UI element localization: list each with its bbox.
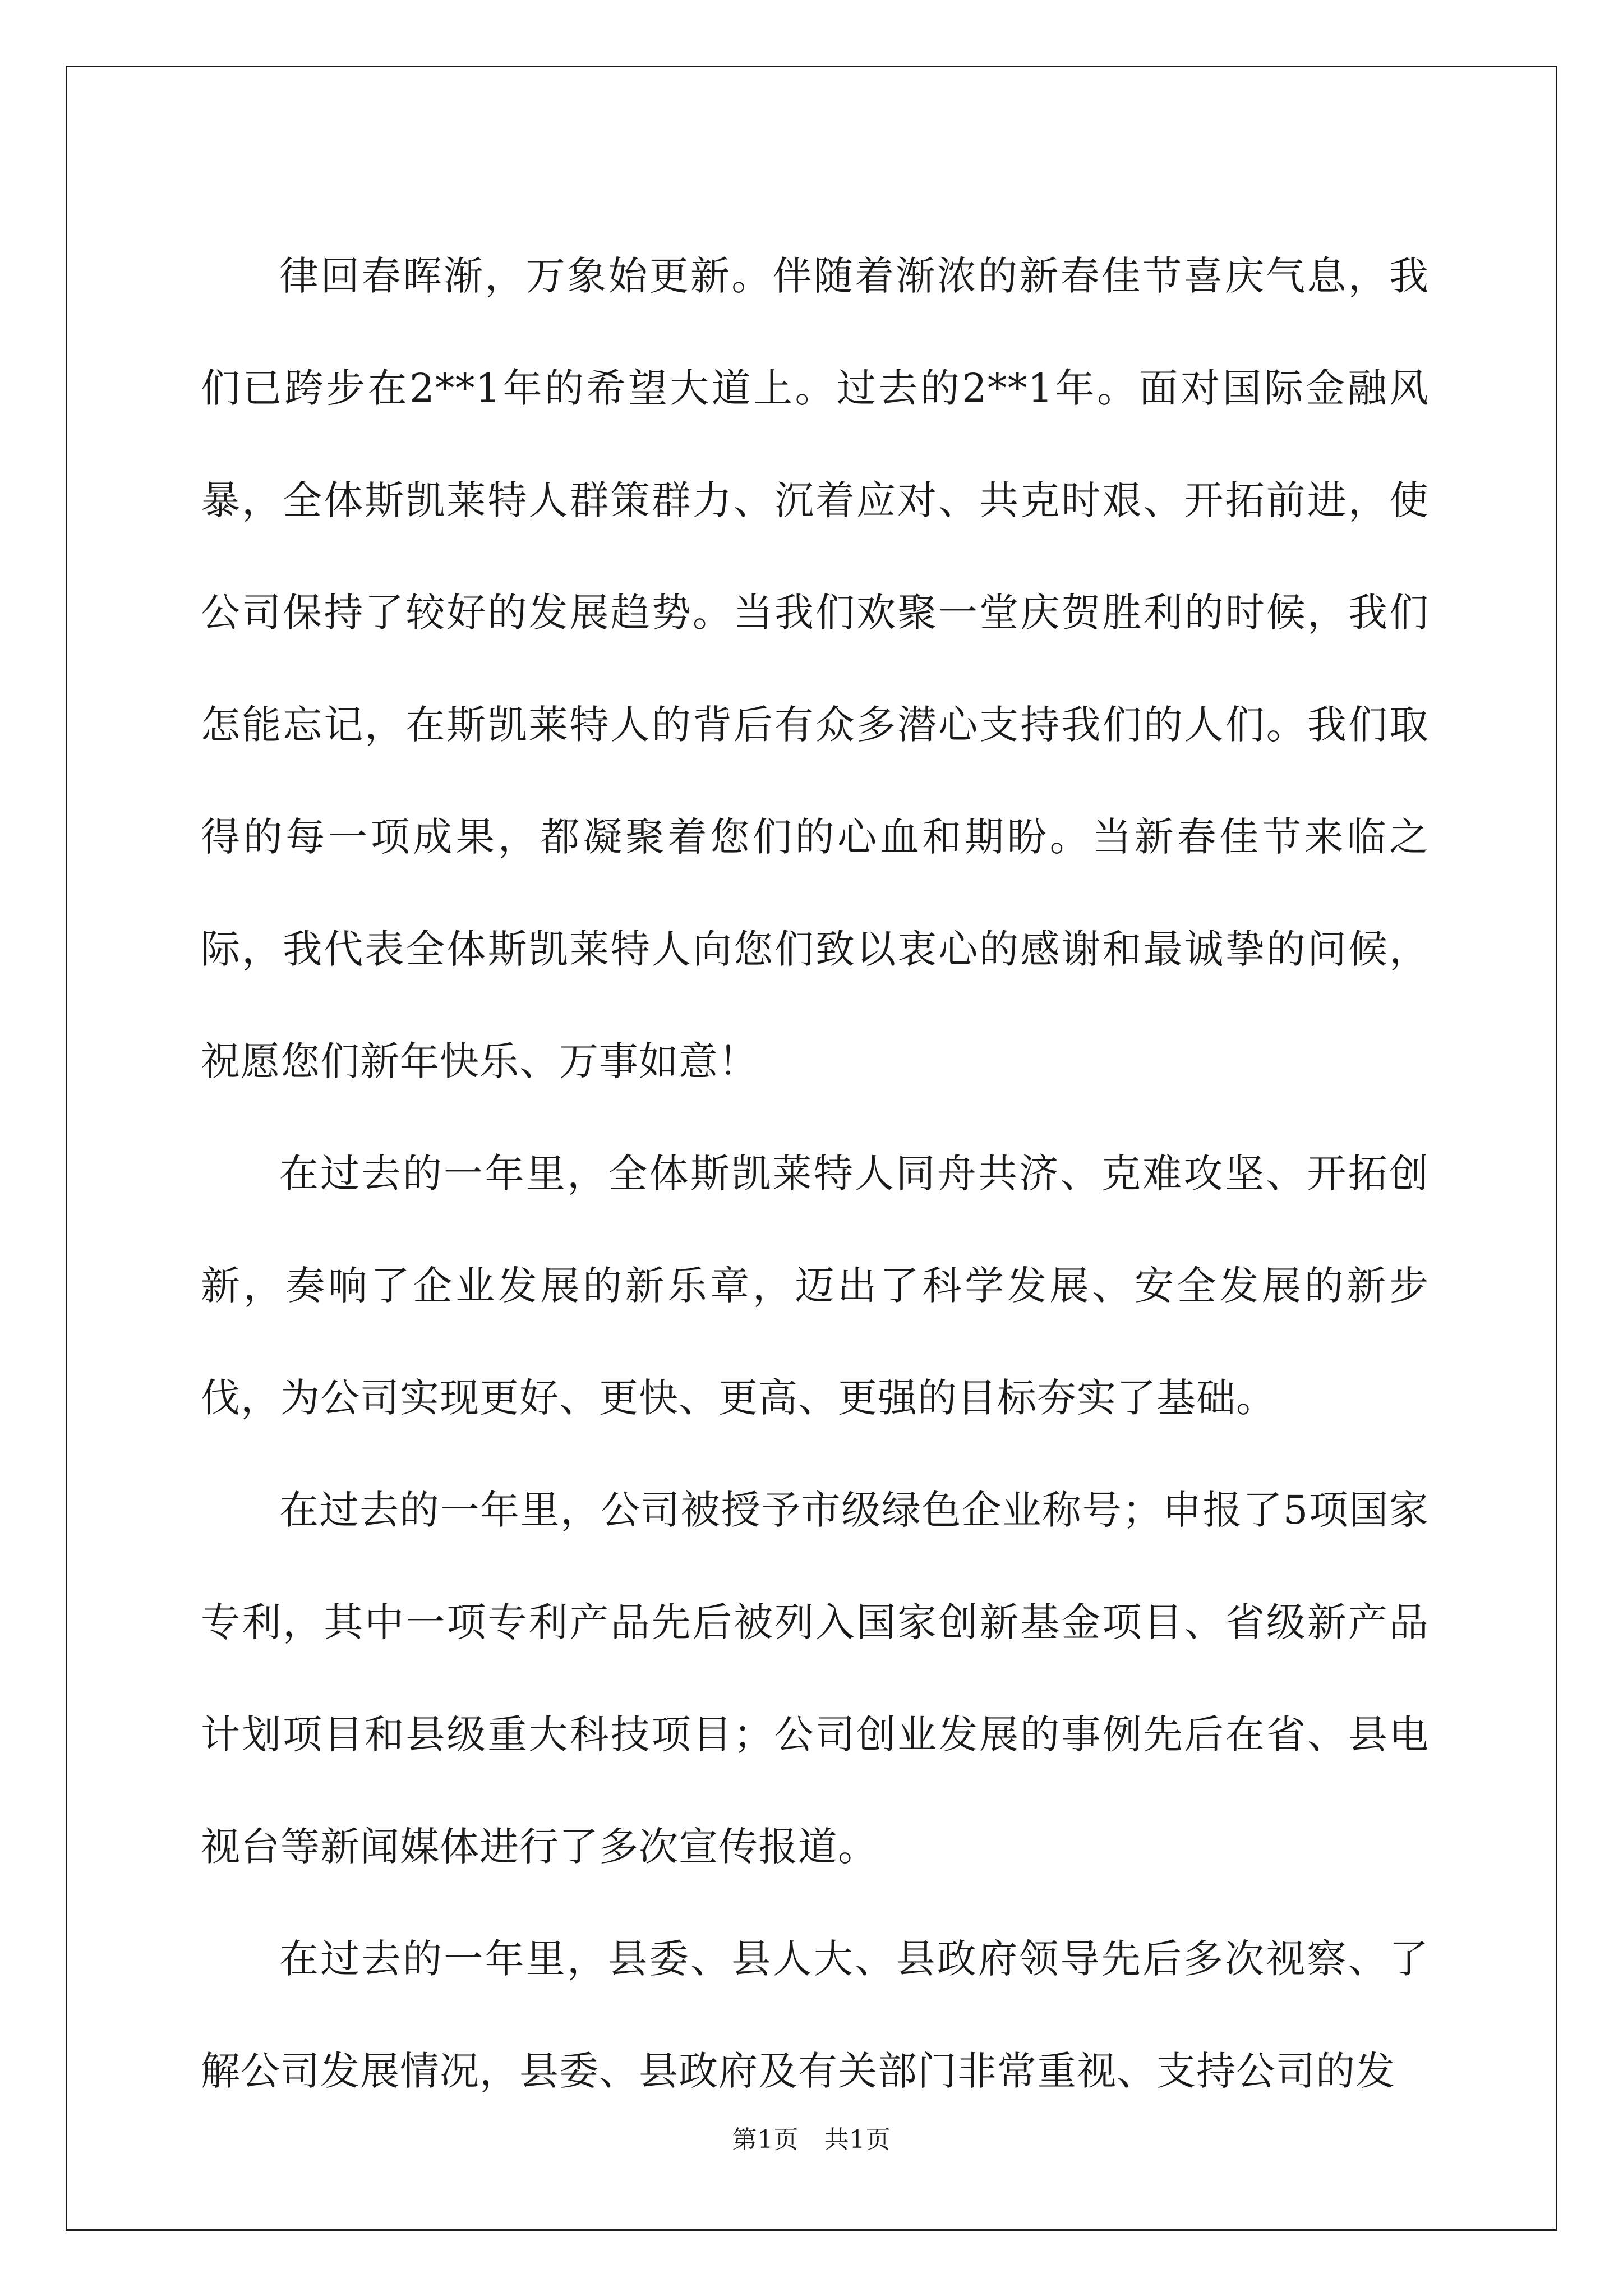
paragraph-2: 在过去的一年里，全体斯凯莱特人同舟共济、克难攻坚、开拓创新，奏响了企业发展的新乐章，迈出了科学发展、安全发展的新步伐，为公司实现更好、更快、更高、更强的目标夯实了基础。: [201, 1151, 1429, 1421]
paragraph-4: 在过去的一年里，县委、县人大、县政府领导先后多次视察、了解公司发展情况，县委、县政府及有关部门非常重视、支持公司的发: [201, 1936, 1429, 2094]
paragraph-3: 在过去的一年里，公司被授予市级绿色企业称号；申报了5项国家专利，其中一项专利产品先后被列入国家创新基金项目、省级新产品计划项目和县级重大科技项目；公司创业发展的事例先后在省、县电视台等新闻媒体进行了多次宣传报道。: [201, 1487, 1429, 1870]
page-footer: [0, 2119, 1623, 2155]
document-body: [201, 220, 1429, 2127]
paragraph-1: 律回春晖渐，万象始更新。伴随着渐浓的新春佳节喜庆气息，我们已跨步在2**1年的希望大道上。过去的2**1年。面对国际金融风暴，全体斯凯莱特人群策群力、沉着应对、共克时艰、开拓前进，使公司保持了较好的发展趋势。当我们欢聚一堂庆贺胜利的时候，我们怎能忘记，在斯凯莱特人的背后有众多潜心支持我们的人们。我们取得的每一项成果，都凝聚着您们的心血和期盼。当新春佳节来临之际，我代表全体斯凯莱特人向您们致以衷心的感谢和最诚挚的问候，祝愿您们新年快乐、万事如意！: [201, 253, 1429, 1084]
page-total: 共1页: [824, 2125, 891, 2154]
page-number: 第1页: [732, 2125, 799, 2154]
